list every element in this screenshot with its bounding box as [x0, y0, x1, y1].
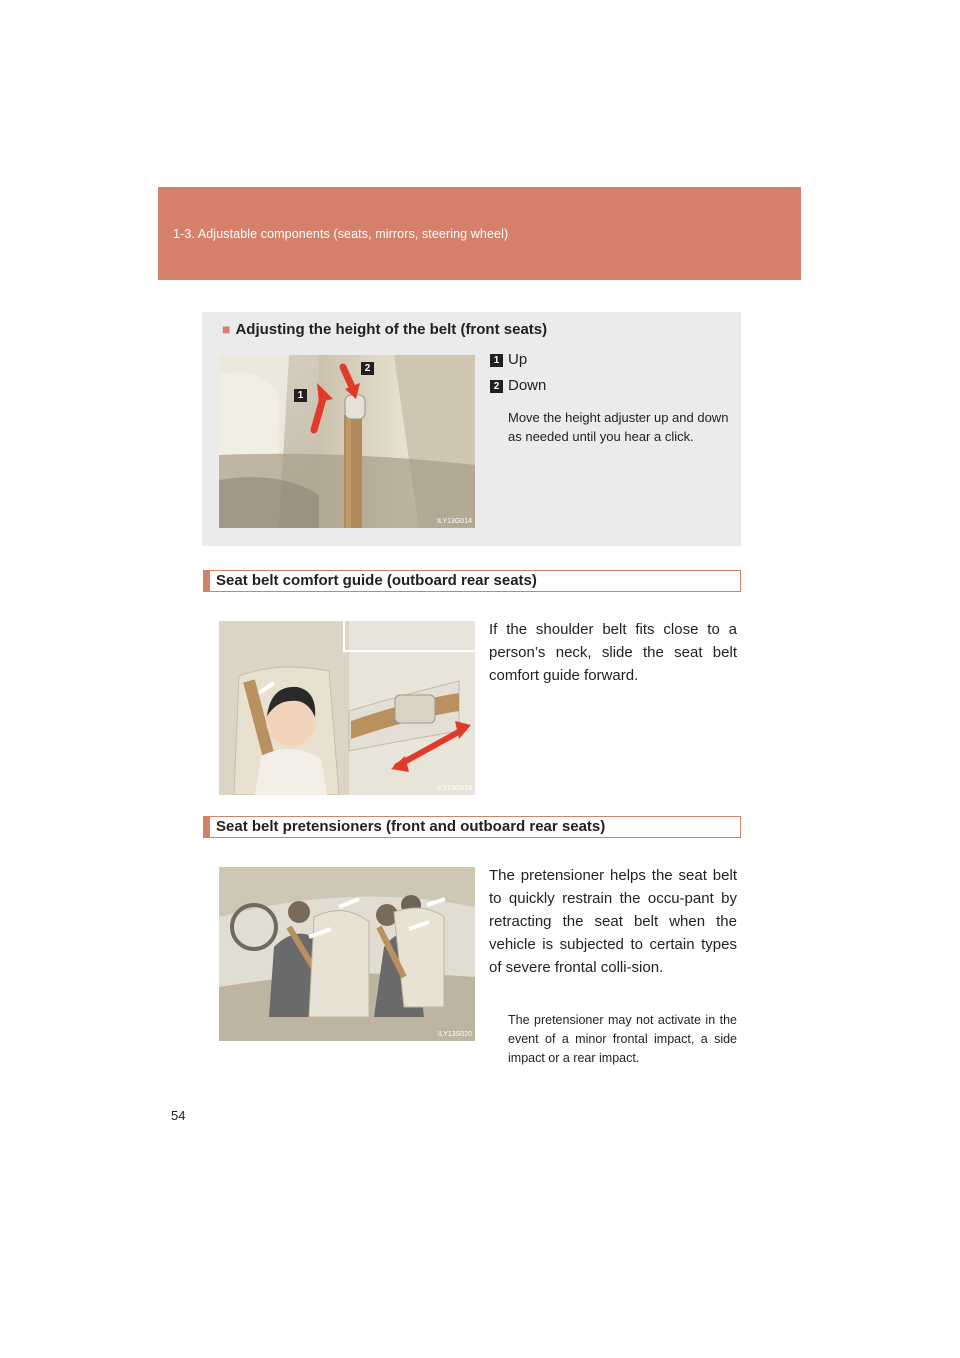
chapter-header	[158, 187, 801, 280]
comfort-guide-illustration	[219, 621, 475, 795]
breadcrumb: 1-3. Adjustable components (seats, mirrors, steering wheel)	[173, 227, 509, 241]
pretensioners-note: The pretensioner may not activate in the event of a minor frontal impact, a side impact or a rear impact.	[508, 1013, 737, 1065]
belt-height-title-text: Adjusting the height of the belt (front seats)	[235, 321, 548, 338]
item-1-badge: 1	[490, 354, 503, 367]
comfort-guide-heading-bar	[203, 570, 741, 592]
page-number: 54	[171, 1108, 186, 1123]
pretensioners-heading: Seat belt pretensioners (front and outboard rear seats)	[216, 818, 606, 835]
belt-height-note: Move the height adjuster up and down as needed until you hear a click.	[508, 410, 729, 444]
belt-height-title	[222, 321, 547, 338]
pretensioners-heading-bar	[203, 816, 741, 838]
square-bullet-icon: ■	[222, 321, 231, 337]
marker-2-badge: 2	[361, 362, 374, 375]
image-code: ILY13G014	[437, 518, 472, 525]
comfort-guide-heading: Seat belt comfort guide (outboard rear seats)	[216, 572, 537, 589]
belt-height-illustration	[219, 355, 475, 528]
pretensioners-text: The pretensioner helps the seat belt to quickly restrain the occu-pant by retracting the seat belt when the vehicle is subjected to certain types of severe frontal colli-sion.	[489, 867, 737, 976]
item-2-badge: 2	[490, 380, 503, 393]
image-code: ILY13G015	[437, 785, 472, 792]
pretensioners-drawing	[219, 867, 475, 1041]
pretensioners-illustration	[219, 867, 475, 1041]
comfort-guide-drawing	[219, 621, 475, 795]
comfort-guide-text: If the shoulder belt fits close to a person’s neck, slide the seat belt comfort guide forward.	[489, 621, 737, 684]
belt-height-drawing	[219, 355, 475, 528]
item-down-label: Down	[508, 377, 547, 394]
marker-1-badge: 1	[294, 389, 307, 402]
image-code: ILY13S020	[437, 1031, 472, 1038]
item-up-label: Up	[508, 351, 528, 368]
